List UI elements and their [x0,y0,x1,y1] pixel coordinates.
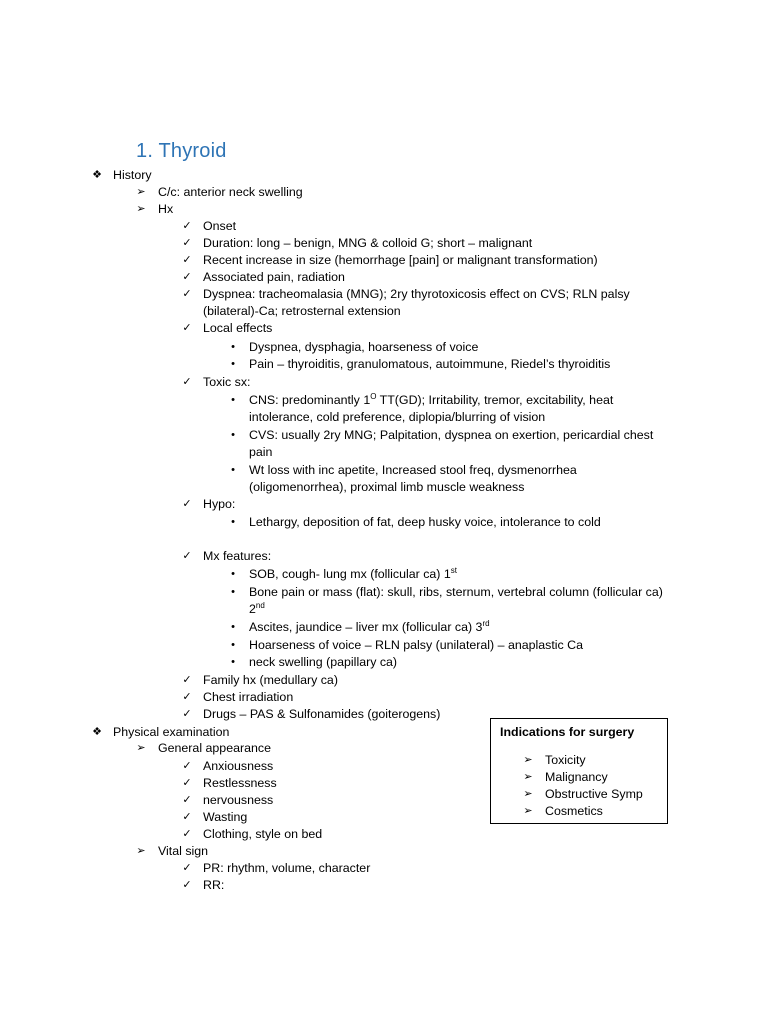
bullet-icon: • [231,516,235,528]
check-icon: ✓ [182,862,192,874]
surgery-indications-box: Indications for surgery ➢ Toxicity ➢ Malignancy ➢ Obstructive Symp ➢ Cosmetics [490,718,668,824]
list-item-continuation: 2nd [249,600,265,616]
check-icon: ✓ [182,254,192,266]
arrow-bullet-icon: ➢ [523,788,533,800]
arrow-bullet-icon: ➢ [136,203,146,215]
diamond-bullet-icon: ❖ [92,169,102,181]
page-title: 1. Thyroid [136,140,227,162]
bullet-icon: • [231,358,235,370]
check-icon: ✓ [182,498,192,510]
bullet-icon: • [231,464,235,476]
bullet-icon: • [231,394,235,406]
list-item-continuation: pain [249,445,273,459]
check-icon: ✓ [182,674,192,686]
list-item-continuation: (bilateral)-Ca; retrosternal extension [203,304,401,318]
arrow-bullet-icon: ➢ [523,805,533,817]
check-icon: ✓ [182,271,192,283]
check-icon: ✓ [182,708,192,720]
diamond-bullet-icon: ❖ [92,726,102,738]
check-icon: ✓ [182,828,192,840]
bullet-icon: • [231,429,235,441]
check-icon: ✓ [182,237,192,249]
check-icon: ✓ [182,760,192,772]
bullet-icon: • [231,639,235,651]
list-item-continuation: (oligomenorrhea), proximal limb muscle weakness [249,480,525,494]
arrow-bullet-icon: ➢ [523,771,533,783]
check-icon: ✓ [182,777,192,789]
check-icon: ✓ [182,794,192,806]
arrow-bullet-icon: ➢ [136,845,146,857]
bullet-icon: • [231,656,235,668]
bullet-icon: • [231,586,235,598]
bullet-icon: • [231,568,235,580]
check-icon: ✓ [182,691,192,703]
list-item-continuation: intolerance, cold preference, diplopia/blurring of vision [249,410,546,424]
arrow-bullet-icon: ➢ [136,742,146,754]
check-icon: ✓ [182,811,192,823]
arrow-bullet-icon: ➢ [136,186,146,198]
arrow-bullet-icon: ➢ [523,754,533,766]
check-icon: ✓ [182,288,192,300]
bullet-icon: • [231,621,235,633]
check-icon: ✓ [182,376,192,388]
check-icon: ✓ [182,550,192,562]
bullet-icon: • [231,341,235,353]
check-icon: ✓ [182,322,192,334]
check-icon: ✓ [182,879,192,891]
box-title: Indications for surgery [500,725,635,739]
check-icon: ✓ [182,220,192,232]
document-page: 1. Thyroid ❖ History ➢ C/c: anterior neck swelling ➢ Hx ✓ Onset ✓ Duration: long – benign, MNG & colloid G; short – malignant ✓ Recent increase in size (hemorrhage [pain] or malignant transformation) ✓ Associated pain, radiation ✓ Dyspnea: tracheomalasia (MNG); 2ry thyrotoxicosis effect on CVS; RLN palsy (bilateral)-Ca; retrosternal extension ✓ Local effects • Dyspnea, dysphagia, hoarseness of voice • Pain – thyroiditis, granulomatous, autoimmune, Riedel’s thyroiditis ✓ Toxic sx: • CNS: predominantly $1^O$ TT(GD); Irritability, tremor, excitability, heat intolerance, cold preference, diplopia/blurring of vision • CVS: usually 2ry MNG; Palpitation, dyspnea on exertion, pericardial chest pain • Wt loss with inc apetite, Increased stool freq, dysmenorrhea (oligomenorrhea), proximal limb muscle weakness ✓ Hypo: • Lethargy, deposition of fat, deep husky voice, intolerance to cold ✓ Mx features: • SOB, cough- lung mx (follicular ca) 1st • Bone pain or mass (flat): skull, ribs, sternum, vertebral column (follicular ca) 2nd • Ascites, jaundice – liver mx (follicular ca) 3rd • Hoarseness of voice – RLN palsy (unilateral) – anaplastic Ca • neck swelling (papillary ca) ✓ Family hx (medullary ca) ✓ Chest irradiation ✓ Drugs – PAS & Sulfonamides (goiterogens) ❖ Physical examination ➢ General appearance ✓ Anxiousness ✓ Restlessness ✓ nervousness ✓ Wasting ✓ Clothing, style on bed ➢ Vital sign ✓ PR: rhythm, volume, character ✓ RR: Indications for surgery ➢ Toxicity ➢ Malignancy ➢ Obstructive Symp ➢ Cosmetics [0,0,768,1024]
